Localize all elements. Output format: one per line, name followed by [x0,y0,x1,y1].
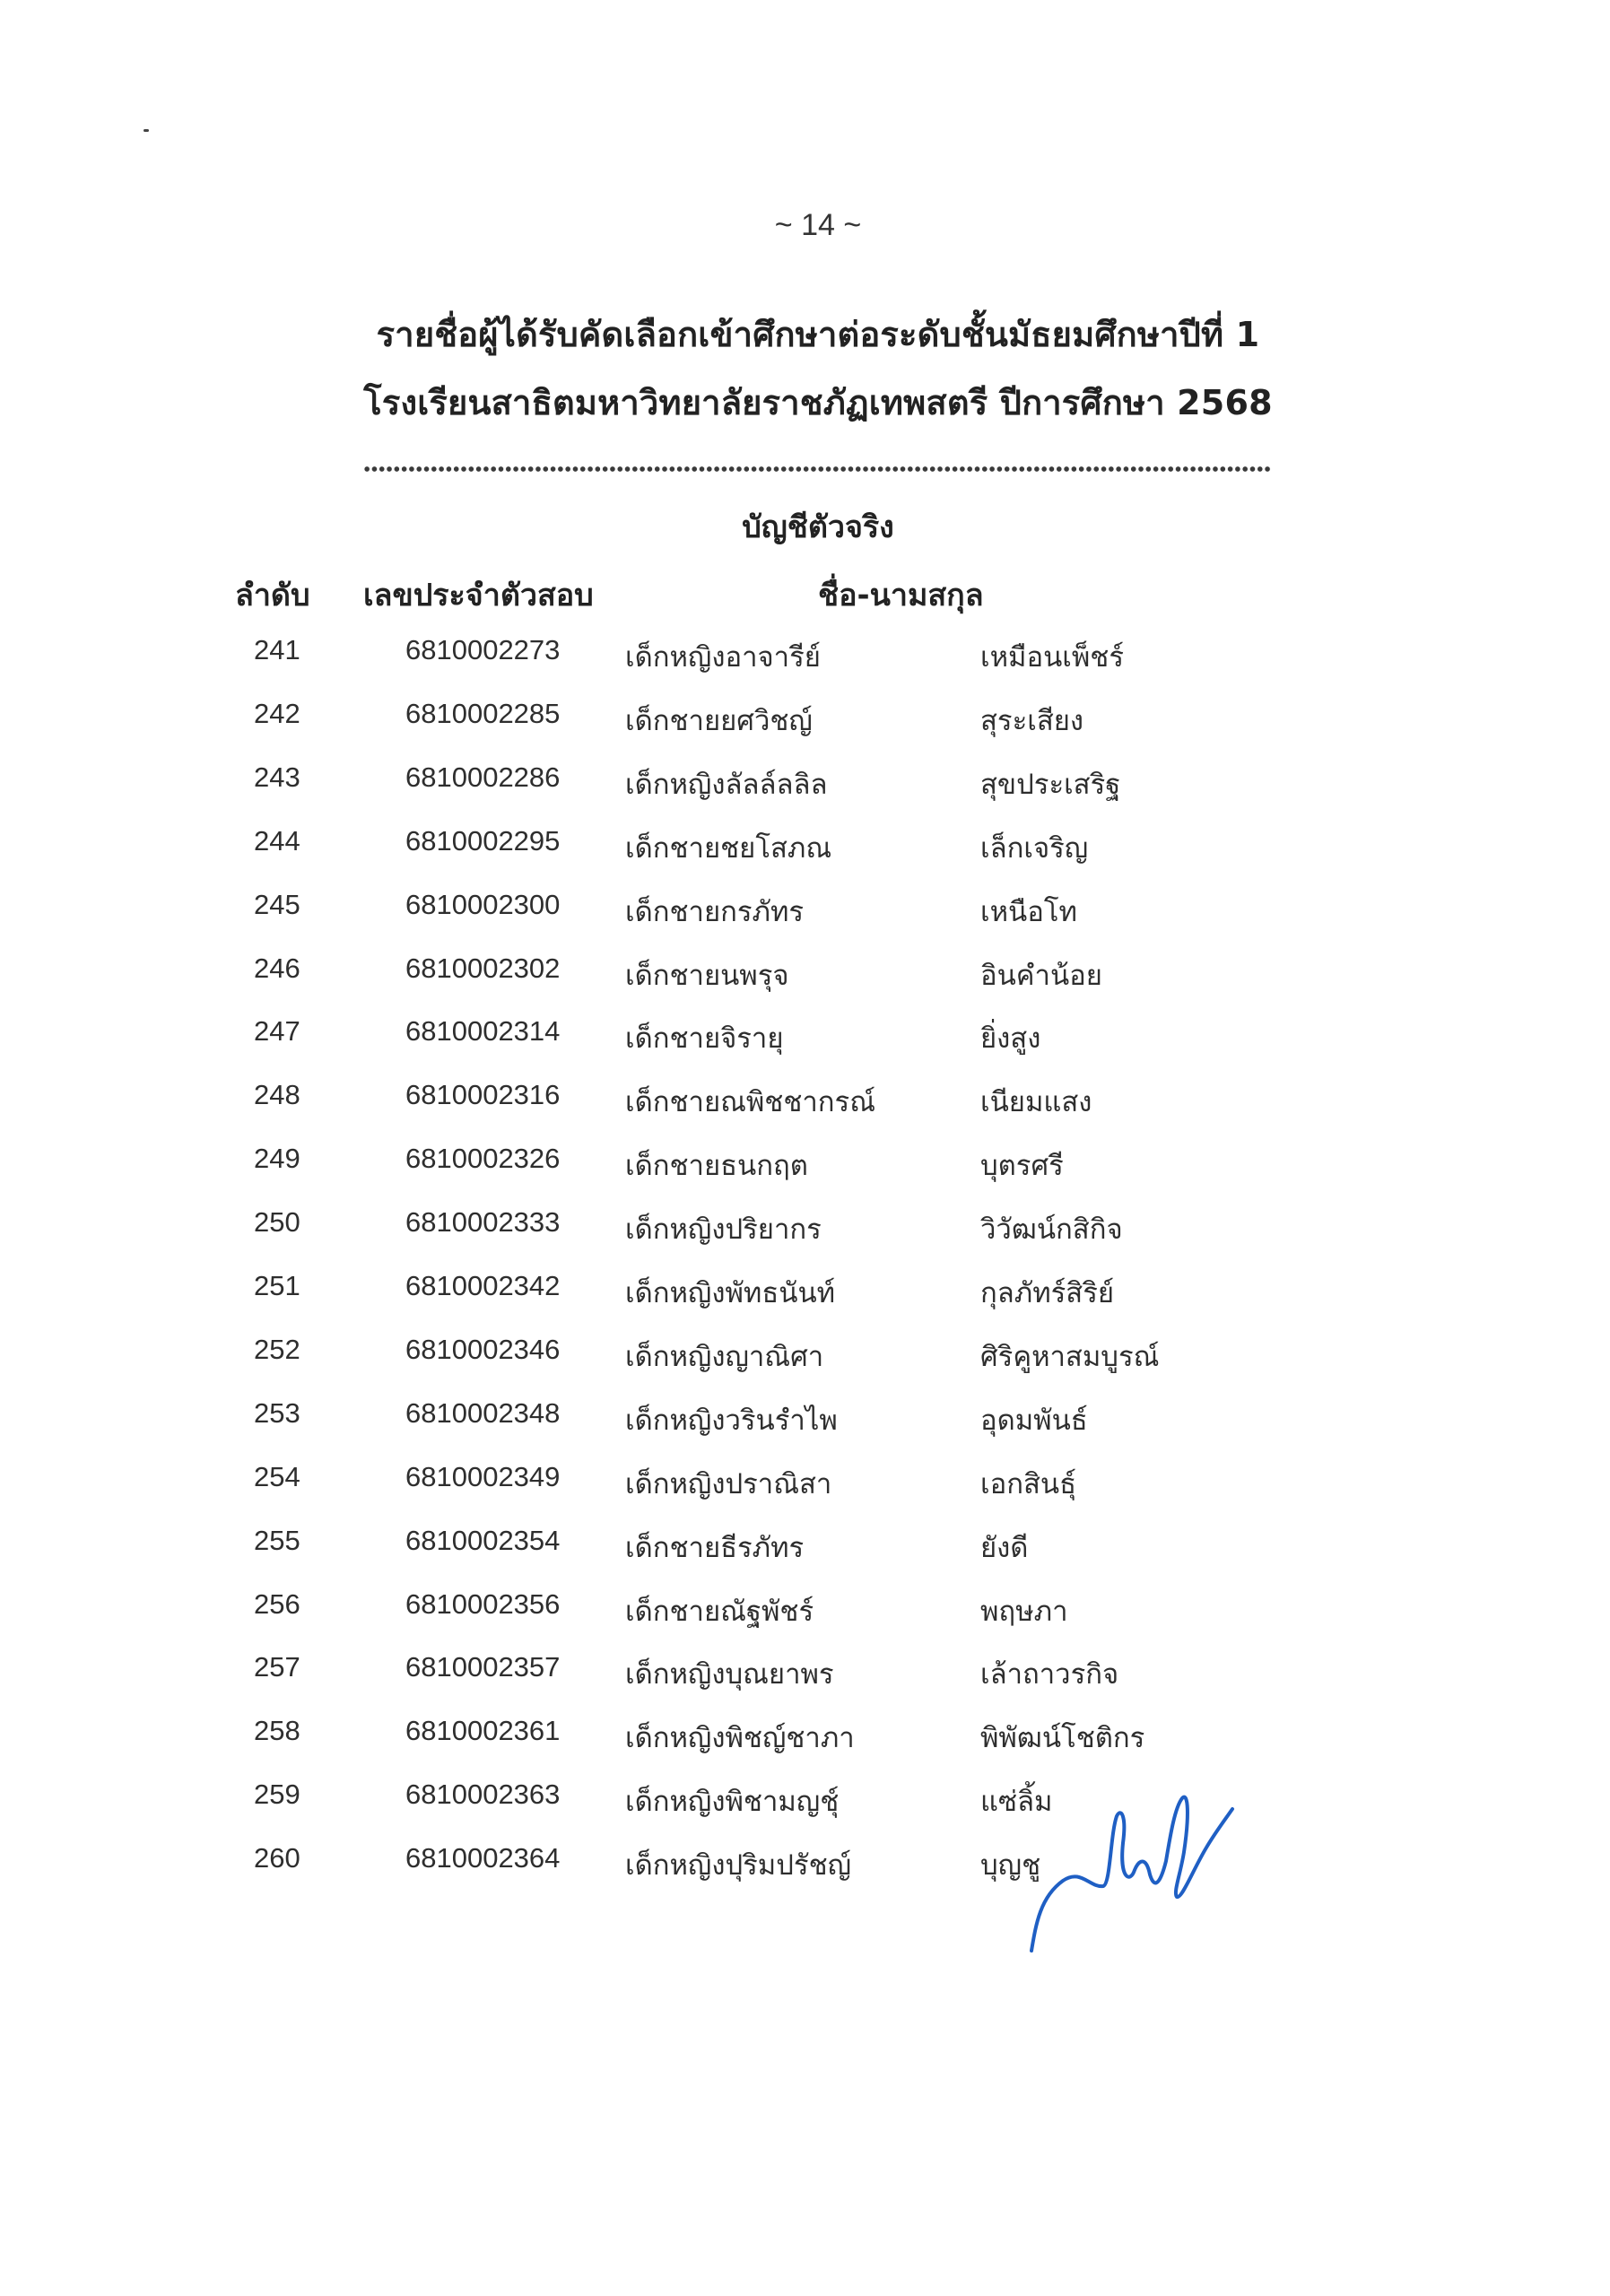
row-number: 257 [254,1651,300,1683]
exam-id: 6810002314 [405,1015,561,1048]
row-number: 253 [254,1396,300,1429]
first-name: เด็กหญิงพัทธนันท์ [625,1277,836,1309]
exam-id: 6810002346 [405,1333,561,1365]
table-row [0,1588,1610,1633]
header-name: ชื่อ-นามสกุล [818,578,984,613]
exam-id: 6810002363 [405,1779,561,1811]
row-number: 242 [254,697,300,729]
exam-id: 6810002357 [405,1651,561,1683]
exam-id: 6810002342 [405,1270,561,1301]
table-row [0,1270,1610,1315]
row-number: 246 [254,952,300,984]
section-title: บัญชีตัวจริง [742,509,894,545]
last-name: สุระเสียง [980,704,1084,737]
exam-id: 6810002300 [405,888,561,920]
exam-id: 6810002286 [405,761,561,793]
first-name: เด็กชายธนกฤต [625,1150,808,1183]
exam-id: 6810002349 [405,1460,561,1492]
first-name: เด็กชายจิรายุ [625,1022,784,1056]
first-name: เด็กหญิงญาณิศา [625,1340,824,1373]
row-number: 243 [254,761,300,793]
table-row [0,1397,1610,1442]
first-name: เด็กหญิงบุณยาพร [625,1658,834,1692]
exam-id: 6810002361 [405,1715,561,1747]
last-name: เอกสินธุ์ [980,1467,1077,1500]
last-name: สุขประเสริฐ [980,768,1121,801]
row-number: 258 [254,1715,300,1747]
table-row [0,1079,1610,1124]
table-row [0,698,1610,743]
row-number: 260 [254,1842,300,1874]
first-name: เด็กหญิงลัลล์ลลิล [625,768,828,801]
last-name: บุตรศรี [980,1150,1064,1183]
table-row [0,1015,1610,1060]
dotted-divider [363,465,1271,473]
row-number: 244 [254,824,300,857]
last-name: เหนือโท [980,895,1077,928]
last-name: พฤษภา [980,1595,1068,1628]
table-row [0,1651,1610,1696]
first-name: เด็กชายธีรภัทร [625,1531,805,1564]
document-title-line2: โรงเรียนสาธิตมหาวิทยาลัยราชภัฏเทพสตรี ปีการศึกษา 2568 [363,383,1273,422]
last-name: เหมือนเพ็ชร์ [980,641,1124,674]
scan-speck [144,129,149,132]
first-name: เด็กหญิงวรินรำไพ [625,1404,838,1437]
exam-id: 6810002356 [405,1587,561,1620]
last-name: อินคำน้อย [980,959,1102,992]
first-name: เด็กชายชยโสภณ [625,831,832,865]
table-row [0,761,1610,806]
row-number: 252 [254,1333,300,1365]
last-name: เล้าถาวรกิจ [980,1658,1119,1692]
document-title-line1: รายชื่อผู้ได้รับคัดเลือกเข้าศึกษาต่อระดับชั้นมัธยมศึกษาปีที่ 1 [376,315,1260,354]
table-row [0,952,1610,997]
table-row [0,1334,1610,1378]
exam-id: 6810002285 [405,697,561,729]
first-name: เด็กชายณัฐพัชร์ [625,1595,814,1628]
table-row [0,1143,1610,1187]
last-name: กุลภัทร์สิริย์ [980,1277,1115,1309]
row-number: 241 [254,634,300,665]
row-number: 245 [254,888,300,920]
first-name: เด็กชายนพรุจ [625,959,789,992]
table-row [0,1461,1610,1506]
last-name: วิวัฒน์กสิกิจ [980,1213,1123,1247]
exam-id: 6810002348 [405,1396,561,1429]
row-number: 255 [254,1524,300,1556]
last-name: บุญชู [980,1849,1041,1883]
first-name: เด็กหญิงปุริมปรัชญ์ [625,1849,852,1883]
last-name: แซ่ลิ้ม [980,1786,1053,1819]
last-name: เนียมแสง [980,1086,1092,1119]
table-row [0,1779,1610,1823]
first-name: เด็กหญิงพิชามญชุ์ [625,1786,840,1819]
row-number: 249 [254,1143,300,1175]
page-number: ~ 14 ~ [774,208,862,242]
first-name: เด็กชายกรภัทร [625,895,805,928]
first-name: เด็กหญิงปราณิสา [625,1467,832,1500]
exam-id: 6810002273 [405,634,561,665]
last-name: ยิ่งสูง [980,1022,1041,1056]
table-row [0,889,1610,934]
row-number: 247 [254,1015,300,1048]
exam-id: 6810002326 [405,1143,561,1175]
table-row [0,1525,1610,1570]
first-name: เด็กชายยศวิชญ์ [625,704,813,737]
last-name: พิพัฒน์โชติกร [980,1722,1145,1755]
exam-id: 6810002364 [405,1842,561,1874]
first-name: เด็กชายณพิชชากรณ์ [625,1086,875,1119]
row-number: 254 [254,1460,300,1492]
exam-id: 6810002333 [405,1206,561,1239]
exam-id: 6810002354 [405,1524,561,1556]
first-name: เด็กหญิงพิชญ์ชาภา [625,1722,855,1755]
row-number: 256 [254,1587,300,1620]
last-name: ยังดี [980,1531,1029,1564]
table-row [0,825,1610,870]
row-number: 250 [254,1206,300,1239]
row-number: 248 [254,1079,300,1111]
exam-id: 6810002295 [405,824,561,857]
first-name: เด็กหญิงปริยากร [625,1213,822,1247]
last-name: อุดมพันธ์ [980,1404,1088,1437]
last-name: เล็กเจริญ [980,831,1089,865]
table-row [0,1206,1610,1251]
table-row [0,634,1610,679]
exam-id: 6810002316 [405,1079,561,1111]
table-row [0,1715,1610,1760]
table-row [0,1842,1610,1887]
header-exam-id: เลขประจำตัวสอบ [363,578,594,613]
header-no: ลำดับ [235,578,310,613]
last-name: ศิริคูหาสมบูรณ์ [980,1340,1160,1373]
row-number: 251 [254,1270,300,1301]
exam-id: 6810002302 [405,952,561,984]
first-name: เด็กหญิงอาจารีย์ [625,641,821,674]
signature-icon [1014,1780,1238,1969]
row-number: 259 [254,1779,300,1811]
